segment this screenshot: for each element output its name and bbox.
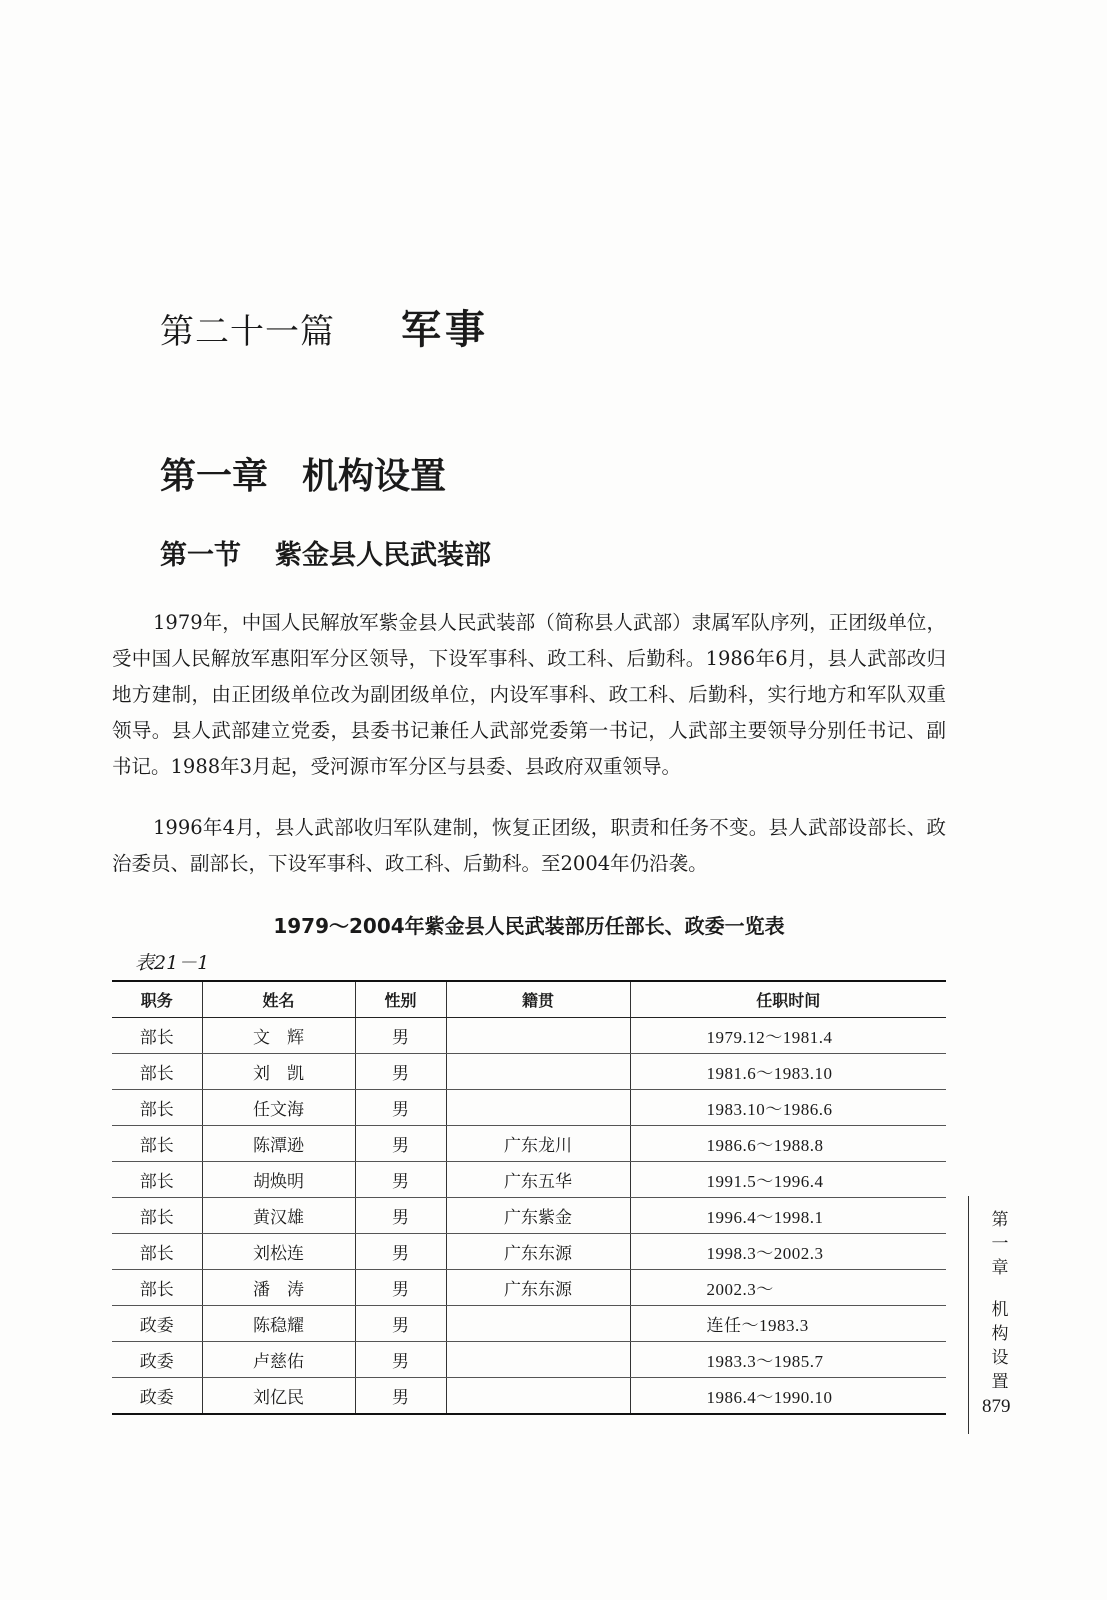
section-name: 紫金县人民武装部 [275, 540, 491, 571]
chapter-name: 机构设置 [302, 455, 447, 497]
body-paragraph: 1979年，中国人民解放军紫金县人民武装部（简称县人武部）隶属军队序列，正团级单位，受中国人民解放军惠阳军分区领导，下设军事科、政工科、后勤科。1986年6月，县人武部改归地方建制，由正团级单位改为副团级单位，内设军事科、政工科、后勤科，实行地方和军队双重领导。县人武部建立党委，县委书记兼任人武部党委第一书记，人武部主要领导分别任书记、副书记。1988年3月起，受河源市军分区与县委、县政府双重领导。 [112, 611, 946, 778]
cell-position: 部长 [112, 1198, 202, 1234]
cell-position: 政委 [112, 1342, 202, 1378]
cell-hometown [446, 1306, 630, 1342]
cell-name: 刘松连 [202, 1234, 355, 1270]
table-row [112, 1126, 946, 1162]
cell-hometown: 广东五华 [446, 1162, 630, 1198]
table-row [112, 1198, 946, 1234]
cell-gender: 男 [355, 1054, 446, 1090]
cell-position: 部长 [112, 1126, 202, 1162]
cell-hometown: 广东龙川 [446, 1126, 630, 1162]
body-paragraph: 1996年4月，县人武部收归军队建制，恢复正团级，职责和任务不变。县人武部设部长、政治委员、副部长，下设军事科、政工科、后勤科。至2004年仍沿袭。 [112, 816, 946, 875]
table-row [112, 1270, 946, 1306]
cell-gender: 男 [355, 1270, 446, 1306]
cell-position: 部长 [112, 1270, 202, 1306]
cell-tenure: 1996.4～1998.1 [630, 1198, 946, 1234]
cell-name: 陈稳耀 [202, 1306, 355, 1342]
cell-tenure: 1981.6～1983.10 [630, 1054, 946, 1090]
cell-position: 政委 [112, 1378, 202, 1415]
header-cell: 任职时间 [630, 981, 946, 1018]
table-row [112, 1162, 946, 1198]
cell-name: 胡焕明 [202, 1162, 355, 1198]
cell-name: 刘亿民 [202, 1378, 355, 1415]
cell-gender: 男 [355, 1342, 446, 1378]
cell-tenure: 2002.3～ [630, 1270, 946, 1306]
cell-position: 部长 [112, 1090, 202, 1126]
table-number: 表21－1 [135, 952, 210, 974]
cell-position: 部长 [112, 1018, 202, 1054]
table-row [112, 1342, 946, 1378]
cell-name: 陈潭逊 [202, 1126, 355, 1162]
chapter-number: 第一章 [160, 455, 269, 497]
part-number: 第二十一篇 [160, 312, 335, 352]
page-number: 879 [982, 1396, 1011, 1417]
header-cell: 职务 [112, 981, 202, 1018]
side-divider [968, 1196, 969, 1434]
side-title-label: 机 构 设 置 [991, 1300, 1009, 1392]
table-row [112, 1018, 946, 1054]
header-cell: 性别 [355, 981, 446, 1018]
cell-hometown: 广东东源 [446, 1270, 630, 1306]
cell-name: 刘 凯 [202, 1054, 355, 1090]
chapter-title [160, 448, 446, 499]
cell-tenure: 1983.10～1986.6 [630, 1090, 946, 1126]
table-row [112, 1378, 946, 1415]
cell-hometown [446, 1054, 630, 1090]
cell-tenure: 1983.3～1985.7 [630, 1342, 946, 1378]
side-chapter-tab [985, 1208, 1015, 1394]
officers-table [112, 980, 946, 1415]
cell-gender: 男 [355, 1090, 446, 1126]
cell-name: 卢慈佑 [202, 1342, 355, 1378]
cell-gender: 男 [355, 1126, 446, 1162]
cell-gender: 男 [355, 1162, 446, 1198]
cell-hometown [446, 1378, 630, 1415]
cell-position: 部长 [112, 1054, 202, 1090]
cell-hometown: 广东紫金 [446, 1198, 630, 1234]
cell-gender: 男 [355, 1018, 446, 1054]
cell-tenure: 1979.12～1981.4 [630, 1018, 946, 1054]
cell-tenure: 1998.3～2002.3 [630, 1234, 946, 1270]
table-row [112, 1306, 946, 1342]
cell-position: 部长 [112, 1234, 202, 1270]
cell-tenure: 1986.4～1990.10 [630, 1378, 946, 1415]
cell-gender: 男 [355, 1198, 446, 1234]
part-title [160, 298, 489, 355]
cell-gender: 男 [355, 1234, 446, 1270]
part-name: 军事 [401, 306, 489, 353]
cell-hometown [446, 1018, 630, 1054]
cell-position: 政委 [112, 1306, 202, 1342]
cell-hometown [446, 1090, 630, 1126]
cell-tenure: 1991.5～1996.4 [630, 1162, 946, 1198]
section-number: 第一节 [160, 540, 241, 571]
cell-hometown [446, 1342, 630, 1378]
section-title [160, 533, 491, 572]
table-caption: 1979～2004年紫金县人民武装部历任部长、政委一览表 [273, 914, 785, 938]
cell-position: 部长 [112, 1162, 202, 1198]
cell-name: 黄汉雄 [202, 1198, 355, 1234]
table-row [112, 1090, 946, 1126]
cell-tenure: 连任～1983.3 [630, 1306, 946, 1342]
cell-name: 任文海 [202, 1090, 355, 1126]
cell-gender: 男 [355, 1306, 446, 1342]
table-row [112, 1054, 946, 1090]
cell-name: 文 辉 [202, 1018, 355, 1054]
side-chapter-label: 第 一 章 [991, 1210, 1009, 1278]
cell-tenure: 1986.6～1988.8 [630, 1126, 946, 1162]
header-cell: 籍贯 [446, 981, 630, 1018]
cell-gender: 男 [355, 1378, 446, 1415]
table-header-row [112, 981, 946, 1018]
header-cell: 姓名 [202, 981, 355, 1018]
table-row [112, 1234, 946, 1270]
cell-name: 潘 涛 [202, 1270, 355, 1306]
cell-hometown: 广东东源 [446, 1234, 630, 1270]
